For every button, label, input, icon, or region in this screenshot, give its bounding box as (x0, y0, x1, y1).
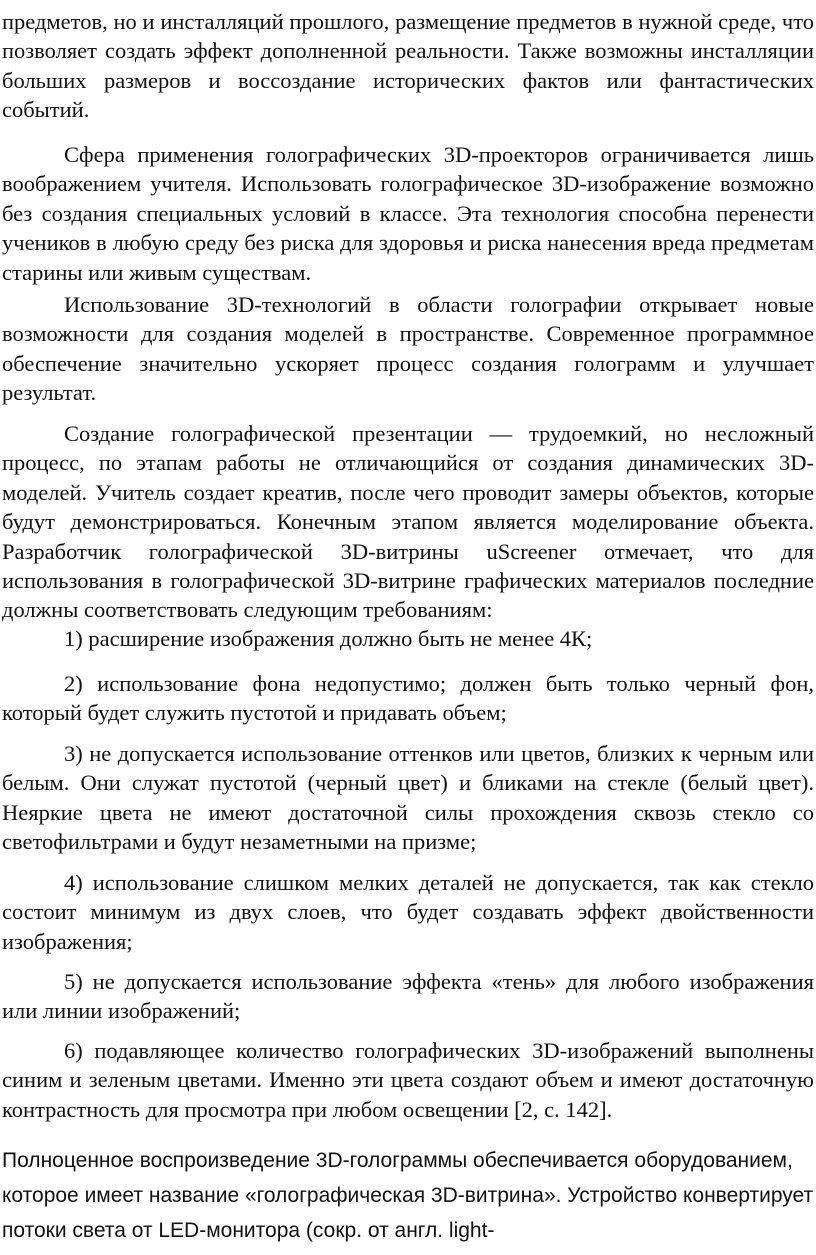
requirement-3: 3) не допускается использование оттенков или цветов, близких к черным или белым. Они служат пустотой (черный цвет) и бликами на стекле (белый цвет). Неяркие цвета не имеют достаточной силы прохождения сквозь стекло со светофильтрами и будут незаметными на призме; (2, 741, 814, 855)
requirement-6: 6) подавляющее количество голографических 3D-изображений выполнены синим и зеленым цветами. Именно эти цвета создают объем и имеют достаточную контрастность для просмотра при любом освещении [2, с. 142]. (2, 1038, 814, 1122)
paragraph-2: Сфера применения голографических 3D-проекторов ограничивается лишь воображением учителя. Использовать голографическое 3D-изображение возможно без создания специальных условий в классе. Эта технология способна перенести учеников в любую среду без риска для здоровья и риска нанесения вреда предметам старины или живым существам. (2, 142, 814, 285)
paragraph-3: Использование 3D-технологий в области голографии открывает новые возможности для создания моделей в пространстве. Современное программное обеспечение значительно ускоряет процесс создания голограмм и улучшает результат. (2, 292, 814, 406)
requirement-5: 5) не допускается использование эффекта «тень» для любого изображения или линии изображений; (2, 969, 814, 1024)
requirement-4: 4) использование слишком мелких деталей не допускается, так как стекло состоит минимум из двух слоев, что будет создавать эффект двойственности изображения; (2, 870, 814, 954)
requirement-2: 2) использование фона недопустимо; должен быть только черный фон, который будет служить пустотой и придавать объем; (2, 671, 814, 726)
paragraph-4: Создание голографической презентации — трудоемкий, но несложный процесс, по этапам работы не отличающийся от создания динамических 3D-моделей. Учитель создает креатив, после чего проводит замеры объектов, которые будут демонстрироваться. Конечным этапом является моделирование объекта. Разработчик голографической 3D-витрины uScreener отмечает, что для использования в голографической 3D-витрине графических материалов последние должны соответствовать следующим требованиям: (2, 421, 814, 623)
requirement-1: 1) расширение изображения должно быть не менее 4К; (64, 626, 593, 651)
paragraph-1: предметов, но и инсталляций прошлого, размещение предметов в нужной среде, что позволяет создать эффект дополненной реальности. Также возможны инсталляции больших размеров и воссоздание исторических фактов или фантастических событий. (2, 9, 814, 123)
trailing-paragraph: Полноценное воспроизведение 3D-голограммы обеспечивается оборудованием, которое имеет название «голографическая 3D-витрина». Устройство конвертирует потоки света от LED-монитора (сокр. от англ. light- (2, 1149, 814, 1242)
